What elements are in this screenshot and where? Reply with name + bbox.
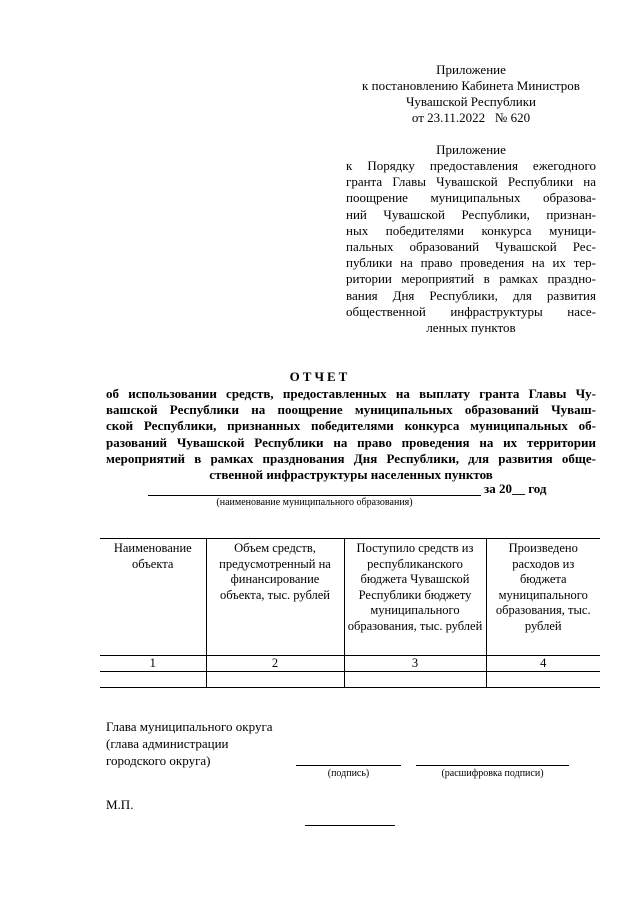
appendix-line: Приложение [436,62,506,77]
appendix2-line: ленных пунктов [426,319,516,335]
appendix-header [340,62,602,126]
seal-line [305,825,395,826]
appendix-line: Чувашской Республики [405,94,537,109]
appendix2-line: вания Дня Республики, для развития [346,287,596,303]
column-header: Поступило средств из республиканского бюджета Чувашской Республики бюджету муниципального образования, тыс. рублей [344,539,486,656]
seal-label: М.П. [106,797,134,812]
signatory-title [106,718,273,769]
appendix-line: к постановлению Кабинета Министров [362,78,580,93]
appendix2-line: гранта Главы Чувашской Республики на [346,174,596,190]
column-header: Произведено расходов из бюджета муниципального образования, тыс. рублей [486,539,600,656]
municipality-name-line [148,495,481,496]
appendix2-line: ний Чувашской Республики, признан- [346,206,596,222]
appendix2-title: Приложение [436,142,506,157]
appendix2-line: общественной инфраструктуры насе- [346,303,596,319]
signature-caption: (подпись) [327,768,370,779]
table-cell [344,672,486,688]
table-cell [486,672,600,688]
appendix2-line: ритории мероприятий в рамках праздно- [346,271,596,287]
column-number: 4 [486,656,600,672]
appendix-date-number: от 23.11.2022 № 620 [411,110,531,125]
report-subtitle-line: вашской Республики на поощрение муниципальных образований Чуваш- [106,402,596,418]
table-row [100,672,600,688]
signature-decoding-caption: (расшифровка подписи) [441,768,544,779]
report-subtitle-line: об использовании средств, предоставленных на выплату гранта Главы Чу- [106,386,596,401]
report-subtitle-line: мероприятий в рамках празднования Дня Республики, для развития обще- [106,450,596,466]
signatory-line: городского округа) [106,753,211,768]
municipality-caption: (наименование муниципального образования) [216,497,413,508]
appendix2-line: пальных образований Чувашской Рес- [346,238,596,254]
table-cell [100,672,206,688]
report-subtitle [106,386,596,483]
table-header-row [100,539,600,656]
report-subtitle-line: ской Республики, признанных победителями конкурса муниципальных об- [106,418,596,434]
signatory-line: (глава администрации [106,736,229,751]
table-cell [206,672,344,688]
signature-decoding-line [416,765,569,766]
appendix2-text [346,158,596,336]
report-year: за 20__ год [484,481,547,496]
column-number: 2 [206,656,344,672]
appendix2-line: к Порядку предоставления ежегодного [346,158,596,173]
appendix2-line: ных победителями конкурса муници- [346,222,596,238]
column-header: Наименование объекта [100,539,206,656]
report-title: ОТЧЕТ [289,369,351,384]
signatory-line: Глава муниципального округа [106,719,273,734]
report-table [100,538,600,688]
table-number-row [100,656,600,672]
appendix2-line: публики на право проведения на их тер- [346,255,596,271]
column-number: 3 [344,656,486,672]
column-number: 1 [100,656,206,672]
report-subtitle-line: ственной инфраструктуры населенных пунктов [209,466,493,482]
column-header: Объем средств, предусмотренный на финансирование объекта, тыс. рублей [206,539,344,656]
signature-line [296,765,401,766]
report-subtitle-line: разований Чувашской Республики на право проведения на их территории [106,434,596,450]
appendix2-line: поощрение муниципальных образова- [346,190,596,206]
